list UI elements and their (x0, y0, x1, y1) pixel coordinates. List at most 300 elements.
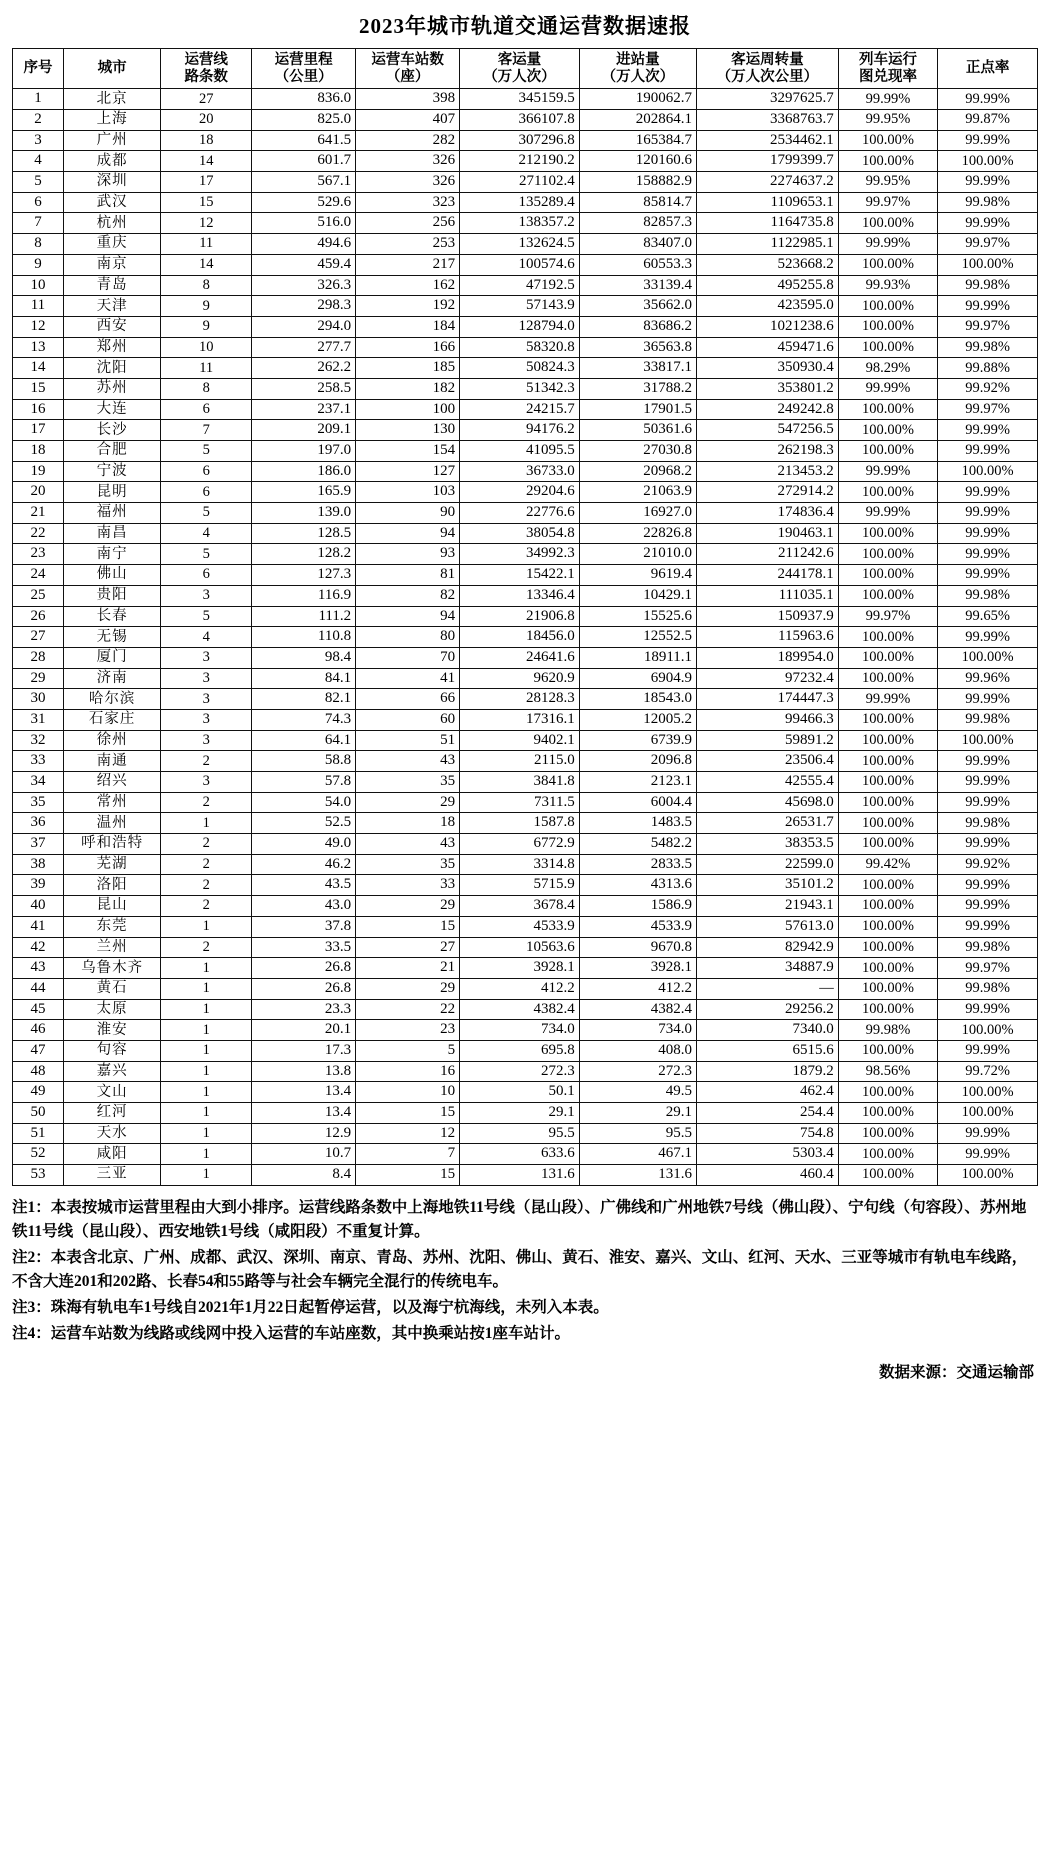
cell-length: 98.4 (252, 647, 356, 668)
cell-entry-volume: 22826.8 (579, 523, 696, 544)
cell-entry-volume: 27030.8 (579, 441, 696, 462)
cell-length: 165.9 (252, 482, 356, 503)
cell-lines: 3 (161, 647, 252, 668)
cell-schedule-fulfillment: 100.00% (838, 937, 938, 958)
cell-entry-volume: 165384.7 (579, 130, 696, 151)
cell-entry-volume: 120160.6 (579, 151, 696, 172)
cell-entry-volume: 408.0 (579, 1040, 696, 1061)
cell-length: 294.0 (252, 316, 356, 337)
cell-lines: 6 (161, 461, 252, 482)
cell-stations: 90 (356, 503, 460, 524)
cell-index: 53 (13, 1165, 64, 1186)
cell-punctuality: 99.98% (938, 978, 1038, 999)
cell-schedule-fulfillment: 99.99% (838, 89, 938, 110)
table-row (13, 523, 1038, 544)
cell-city: 呼和浩特 (63, 834, 160, 855)
cell-entry-volume: 1483.5 (579, 813, 696, 834)
cell-lines: 2 (161, 792, 252, 813)
table-row (13, 896, 1038, 917)
cell-punctuality: 100.00% (938, 730, 1038, 751)
column-header-passenger-volume-line2: （万人次） (483, 68, 556, 85)
cell-entry-volume: 734.0 (579, 1020, 696, 1041)
cell-lines: 12 (161, 213, 252, 234)
cell-punctuality: 99.98% (938, 813, 1038, 834)
column-header-lines-line2: 路条数 (184, 68, 228, 85)
cell-length: 128.5 (252, 523, 356, 544)
cell-stations: 166 (356, 337, 460, 358)
cell-passenger-volume: 51342.3 (460, 378, 580, 399)
cell-stations: 29 (356, 978, 460, 999)
footnote-4: 注4：运营车站数为线路或线网中投入运营的车站座数，其中换乘站按1座车站计。 (12, 1324, 571, 1342)
data-source: 数据来源：交通运输部 (878, 1363, 1034, 1381)
cell-entry-volume: 4313.6 (579, 875, 696, 896)
cell-city: 重庆 (63, 234, 160, 255)
cell-passenger-volume: 9620.9 (460, 668, 580, 689)
cell-schedule-fulfillment: 99.97% (838, 192, 938, 213)
table-row (13, 792, 1038, 813)
cell-passenger-volume: 38054.8 (460, 523, 580, 544)
cell-entry-volume: 6739.9 (579, 730, 696, 751)
cell-schedule-fulfillment: 100.00% (838, 792, 938, 813)
table-row (13, 358, 1038, 379)
cell-turnover: 3297625.7 (697, 89, 839, 110)
cell-length: 8.4 (252, 1165, 356, 1186)
cell-stations: 256 (356, 213, 460, 234)
cell-index: 22 (13, 523, 64, 544)
cell-passenger-volume: 272.3 (460, 1061, 580, 1082)
cell-city: 贵阳 (63, 585, 160, 606)
cell-entry-volume: 85814.7 (579, 192, 696, 213)
cell-passenger-volume: 28128.3 (460, 689, 580, 710)
cell-city: 淮安 (63, 1020, 160, 1041)
cell-city: 兰州 (63, 937, 160, 958)
cell-length: 43.5 (252, 875, 356, 896)
cell-stations: 10 (356, 1082, 460, 1103)
cell-punctuality: 99.99% (938, 1040, 1038, 1061)
footnote-2: 注2：本表含北京、广州、成都、武汉、深圳、南京、青岛、苏州、沈阳、佛山、黄石、淮安、嘉兴、文山、红河、天水、三亚等城市有轨电车线路，不含大连201和202路、长春54和55路等与社会车辆完全混行的传统电车。 (12, 1248, 1028, 1290)
cell-turnover: 34887.9 (697, 958, 839, 979)
cell-schedule-fulfillment: 100.00% (838, 709, 938, 730)
cell-punctuality: 99.99% (938, 441, 1038, 462)
cell-lines: 14 (161, 151, 252, 172)
cell-length: 494.6 (252, 234, 356, 255)
cell-stations: 15 (356, 1165, 460, 1186)
cell-punctuality: 99.99% (938, 627, 1038, 648)
table-row (13, 689, 1038, 710)
cell-passenger-volume: 7311.5 (460, 792, 580, 813)
cell-lines: 1 (161, 1123, 252, 1144)
cell-schedule-fulfillment: 100.00% (838, 441, 938, 462)
cell-lines: 9 (161, 296, 252, 317)
column-header-schedule-fulfillment (838, 49, 938, 89)
cell-schedule-fulfillment: 100.00% (838, 565, 938, 586)
cell-turnover: 82942.9 (697, 937, 839, 958)
cell-length: 12.9 (252, 1123, 356, 1144)
cell-city: 洛阳 (63, 875, 160, 896)
cell-punctuality: 99.99% (938, 689, 1038, 710)
cell-stations: 41 (356, 668, 460, 689)
cell-turnover: 7340.0 (697, 1020, 839, 1041)
table-row (13, 89, 1038, 110)
table-row (13, 937, 1038, 958)
cell-punctuality: 99.97% (938, 316, 1038, 337)
cell-punctuality: 100.00% (938, 1082, 1038, 1103)
cell-entry-volume: 1586.9 (579, 896, 696, 917)
cell-lines: 1 (161, 1020, 252, 1041)
cell-punctuality: 99.99% (938, 1123, 1038, 1144)
cell-passenger-volume: 3841.8 (460, 772, 580, 793)
table-row (13, 751, 1038, 772)
cell-stations: 82 (356, 585, 460, 606)
cell-length: 110.8 (252, 627, 356, 648)
cell-punctuality: 99.72% (938, 1061, 1038, 1082)
cell-length: 84.1 (252, 668, 356, 689)
cell-city: 郑州 (63, 337, 160, 358)
cell-city: 天水 (63, 1123, 160, 1144)
cell-city: 咸阳 (63, 1144, 160, 1165)
cell-lines: 5 (161, 503, 252, 524)
cell-passenger-volume: 633.6 (460, 1144, 580, 1165)
table-row (13, 813, 1038, 834)
cell-entry-volume: 17901.5 (579, 399, 696, 420)
cell-entry-volume: 131.6 (579, 1165, 696, 1186)
cell-length: 139.0 (252, 503, 356, 524)
cell-index: 5 (13, 172, 64, 193)
cell-city: 乌鲁木齐 (63, 958, 160, 979)
cell-index: 21 (13, 503, 64, 524)
cell-length: 13.4 (252, 1103, 356, 1124)
cell-city: 南京 (63, 254, 160, 275)
cell-entry-volume: 2123.1 (579, 772, 696, 793)
cell-city: 广州 (63, 130, 160, 151)
cell-index: 33 (13, 751, 64, 772)
cell-punctuality: 99.99% (938, 999, 1038, 1020)
cell-entry-volume: 33139.4 (579, 275, 696, 296)
cell-turnover: 1109653.1 (697, 192, 839, 213)
cell-schedule-fulfillment: 100.00% (838, 958, 938, 979)
cell-index: 24 (13, 565, 64, 586)
cell-city: 黄石 (63, 978, 160, 999)
table-row (13, 482, 1038, 503)
cell-stations: 66 (356, 689, 460, 710)
cell-index: 27 (13, 627, 64, 648)
cell-city: 南通 (63, 751, 160, 772)
cell-punctuality: 99.99% (938, 296, 1038, 317)
cell-turnover: 190463.1 (697, 523, 839, 544)
cell-punctuality: 99.99% (938, 1144, 1038, 1165)
column-header-lines (161, 49, 252, 89)
cell-punctuality: 99.99% (938, 503, 1038, 524)
cell-city: 南昌 (63, 523, 160, 544)
cell-passenger-volume: 2115.0 (460, 751, 580, 772)
column-header-schedule-fulfillment-line1: 列车运行 (859, 52, 917, 68)
cell-schedule-fulfillment: 100.00% (838, 254, 938, 275)
cell-schedule-fulfillment: 100.00% (838, 544, 938, 565)
table-row (13, 254, 1038, 275)
cell-index: 29 (13, 668, 64, 689)
cell-lines: 5 (161, 544, 252, 565)
cell-index: 17 (13, 420, 64, 441)
cell-city: 红河 (63, 1103, 160, 1124)
cell-length: 52.5 (252, 813, 356, 834)
cell-schedule-fulfillment: 99.97% (838, 606, 938, 627)
cell-passenger-volume: 4533.9 (460, 916, 580, 937)
table-row (13, 296, 1038, 317)
cell-length: 529.6 (252, 192, 356, 213)
cell-index: 11 (13, 296, 64, 317)
cell-lines: 7 (161, 420, 252, 441)
cell-lines: 9 (161, 316, 252, 337)
table-row (13, 875, 1038, 896)
cell-city: 武汉 (63, 192, 160, 213)
cell-punctuality: 99.99% (938, 420, 1038, 441)
table-row (13, 978, 1038, 999)
table-row (13, 378, 1038, 399)
cell-entry-volume: 21063.9 (579, 482, 696, 503)
table-row (13, 110, 1038, 131)
cell-punctuality: 99.99% (938, 751, 1038, 772)
cell-schedule-fulfillment: 100.00% (838, 875, 938, 896)
table-row (13, 709, 1038, 730)
cell-stations: 81 (356, 565, 460, 586)
column-header-stations-line1: 运营车站数 (371, 52, 444, 68)
cell-turnover: 1021238.6 (697, 316, 839, 337)
cell-punctuality: 99.92% (938, 378, 1038, 399)
cell-punctuality: 99.99% (938, 772, 1038, 793)
cell-stations: 93 (356, 544, 460, 565)
cell-index: 20 (13, 482, 64, 503)
cell-turnover: 460.4 (697, 1165, 839, 1186)
cell-stations: 94 (356, 606, 460, 627)
cell-schedule-fulfillment: 99.42% (838, 854, 938, 875)
table-row (13, 999, 1038, 1020)
cell-lines: 10 (161, 337, 252, 358)
column-header-schedule-fulfillment-line2: 图兑现率 (859, 68, 917, 85)
cell-schedule-fulfillment: 100.00% (838, 399, 938, 420)
cell-lines: 1 (161, 1082, 252, 1103)
table-row (13, 151, 1038, 172)
cell-stations: 29 (356, 896, 460, 917)
cell-stations: 182 (356, 378, 460, 399)
cell-schedule-fulfillment: 100.00% (838, 916, 938, 937)
cell-entry-volume: 20968.2 (579, 461, 696, 482)
cell-lines: 4 (161, 627, 252, 648)
cell-city: 杭州 (63, 213, 160, 234)
cell-punctuality: 99.65% (938, 606, 1038, 627)
cell-punctuality: 99.98% (938, 192, 1038, 213)
cell-index: 48 (13, 1061, 64, 1082)
cell-index: 45 (13, 999, 64, 1020)
cell-punctuality: 99.99% (938, 482, 1038, 503)
cell-length: 64.1 (252, 730, 356, 751)
cell-index: 4 (13, 151, 64, 172)
cell-length: 37.8 (252, 916, 356, 937)
table-header-row (13, 49, 1038, 89)
cell-turnover: 3368763.7 (697, 110, 839, 131)
cell-lines: 2 (161, 834, 252, 855)
cell-length: 127.3 (252, 565, 356, 586)
cell-length: 516.0 (252, 213, 356, 234)
cell-schedule-fulfillment: 100.00% (838, 420, 938, 441)
cell-passenger-volume: 13346.4 (460, 585, 580, 606)
cell-turnover: 23506.4 (697, 751, 839, 772)
cell-stations: 80 (356, 627, 460, 648)
cell-city: 济南 (63, 668, 160, 689)
cell-length: 46.2 (252, 854, 356, 875)
cell-city: 福州 (63, 503, 160, 524)
cell-length: 326.3 (252, 275, 356, 296)
cell-index: 32 (13, 730, 64, 751)
cell-index: 50 (13, 1103, 64, 1124)
cell-index: 42 (13, 937, 64, 958)
cell-schedule-fulfillment: 100.00% (838, 482, 938, 503)
cell-city: 上海 (63, 110, 160, 131)
cell-punctuality: 99.99% (938, 916, 1038, 937)
cell-lines: 6 (161, 565, 252, 586)
cell-index: 23 (13, 544, 64, 565)
cell-passenger-volume: 24215.7 (460, 399, 580, 420)
cell-passenger-volume: 4382.4 (460, 999, 580, 1020)
cell-index: 41 (13, 916, 64, 937)
cell-stations: 407 (356, 110, 460, 131)
cell-lines: 6 (161, 399, 252, 420)
cell-lines: 3 (161, 709, 252, 730)
cell-city: 宁波 (63, 461, 160, 482)
cell-city: 苏州 (63, 378, 160, 399)
table-row (13, 834, 1038, 855)
footnote-3: 注3：珠海有轨电车1号线自2021年1月22日起暂停运营，以及海宁杭海线，未列入本表。 (12, 1298, 609, 1316)
cell-turnover: 21943.1 (697, 896, 839, 917)
cell-passenger-volume: 29.1 (460, 1103, 580, 1124)
cell-punctuality: 99.99% (938, 896, 1038, 917)
table-row (13, 420, 1038, 441)
cell-index: 49 (13, 1082, 64, 1103)
cell-stations: 217 (356, 254, 460, 275)
table-row (13, 503, 1038, 524)
cell-index: 52 (13, 1144, 64, 1165)
cell-city: 长春 (63, 606, 160, 627)
cell-lines: 5 (161, 606, 252, 627)
cell-lines: 20 (161, 110, 252, 131)
cell-index: 15 (13, 378, 64, 399)
cell-passenger-volume: 3314.8 (460, 854, 580, 875)
cell-passenger-volume: 128794.0 (460, 316, 580, 337)
cell-entry-volume: 60553.3 (579, 254, 696, 275)
cell-punctuality: 100.00% (938, 1165, 1038, 1186)
cell-length: 567.1 (252, 172, 356, 193)
cell-lines: 1 (161, 958, 252, 979)
cell-length: 20.1 (252, 1020, 356, 1041)
column-header-stations-line2: （座） (385, 68, 430, 85)
cell-turnover: 350930.4 (697, 358, 839, 379)
table-row (13, 585, 1038, 606)
cell-stations: 253 (356, 234, 460, 255)
cell-length: 128.2 (252, 544, 356, 565)
cell-index: 34 (13, 772, 64, 793)
cell-turnover: 99466.3 (697, 709, 839, 730)
cell-schedule-fulfillment: 99.93% (838, 275, 938, 296)
cell-schedule-fulfillment: 100.00% (838, 585, 938, 606)
cell-schedule-fulfillment: 100.00% (838, 1123, 938, 1144)
cell-passenger-volume: 131.6 (460, 1165, 580, 1186)
column-header-city (63, 49, 160, 89)
cell-turnover: 244178.1 (697, 565, 839, 586)
cell-index: 14 (13, 358, 64, 379)
cell-index: 51 (13, 1123, 64, 1144)
cell-schedule-fulfillment: 100.00% (838, 647, 938, 668)
table-row (13, 1103, 1038, 1124)
column-header-entry-volume-line1: 进站量 (616, 52, 660, 68)
cell-city: 天津 (63, 296, 160, 317)
cell-schedule-fulfillment: 100.00% (838, 978, 938, 999)
column-header-punctuality-line1: 正点率 (965, 60, 1010, 77)
cell-turnover: 262198.3 (697, 441, 839, 462)
cell-schedule-fulfillment: 99.99% (838, 689, 938, 710)
cell-schedule-fulfillment: 100.00% (838, 896, 938, 917)
cell-passenger-volume: 412.2 (460, 978, 580, 999)
cell-turnover: 150937.9 (697, 606, 839, 627)
cell-length: 601.7 (252, 151, 356, 172)
cell-stations: 323 (356, 192, 460, 213)
cell-turnover: 1164735.8 (697, 213, 839, 234)
cell-index: 28 (13, 647, 64, 668)
column-header-index (13, 49, 64, 89)
cell-city: 青岛 (63, 275, 160, 296)
cell-index: 8 (13, 234, 64, 255)
cell-schedule-fulfillment: 100.00% (838, 627, 938, 648)
cell-city: 句容 (63, 1040, 160, 1061)
footnote-1: 注1：本表按城市运营里程由大到小排序。运营线路条数中上海地铁11号线（昆山段）、广佛线和广州地铁7号线（佛山段）、宁句线（句容段）、苏州地铁11号线（昆山段）、西安地铁1号线（咸阳段）不重复计算。 (12, 1198, 1027, 1240)
cell-city: 沈阳 (63, 358, 160, 379)
footnotes (12, 1196, 1038, 1346)
cell-length: 57.8 (252, 772, 356, 793)
cell-punctuality: 99.92% (938, 854, 1038, 875)
cell-passenger-volume: 5715.9 (460, 875, 580, 896)
cell-lines: 2 (161, 854, 252, 875)
table-row (13, 1082, 1038, 1103)
cell-turnover: 754.8 (697, 1123, 839, 1144)
cell-punctuality: 100.00% (938, 1103, 1038, 1124)
table-row (13, 316, 1038, 337)
cell-length: 197.0 (252, 441, 356, 462)
cell-punctuality: 100.00% (938, 151, 1038, 172)
cell-length: 82.1 (252, 689, 356, 710)
cell-schedule-fulfillment: 99.98% (838, 1020, 938, 1041)
cell-passenger-volume: 34992.3 (460, 544, 580, 565)
cell-lines: 27 (161, 89, 252, 110)
cell-turnover: 1799399.7 (697, 151, 839, 172)
table-row (13, 399, 1038, 420)
cell-city: 东莞 (63, 916, 160, 937)
cell-lines: 1 (161, 813, 252, 834)
cell-punctuality: 99.99% (938, 565, 1038, 586)
cell-passenger-volume: 307296.8 (460, 130, 580, 151)
cell-passenger-volume: 100574.6 (460, 254, 580, 275)
cell-turnover: 174447.3 (697, 689, 839, 710)
cell-punctuality: 99.99% (938, 213, 1038, 234)
cell-stations: 15 (356, 1103, 460, 1124)
cell-entry-volume: 2833.5 (579, 854, 696, 875)
cell-punctuality: 99.98% (938, 275, 1038, 296)
cell-turnover: 523668.2 (697, 254, 839, 275)
cell-passenger-volume: 132624.5 (460, 234, 580, 255)
cell-passenger-volume: 41095.5 (460, 441, 580, 462)
cell-stations: 5 (356, 1040, 460, 1061)
cell-passenger-volume: 135289.4 (460, 192, 580, 213)
cell-index: 46 (13, 1020, 64, 1041)
table-row (13, 1020, 1038, 1041)
cell-turnover: — (697, 978, 839, 999)
